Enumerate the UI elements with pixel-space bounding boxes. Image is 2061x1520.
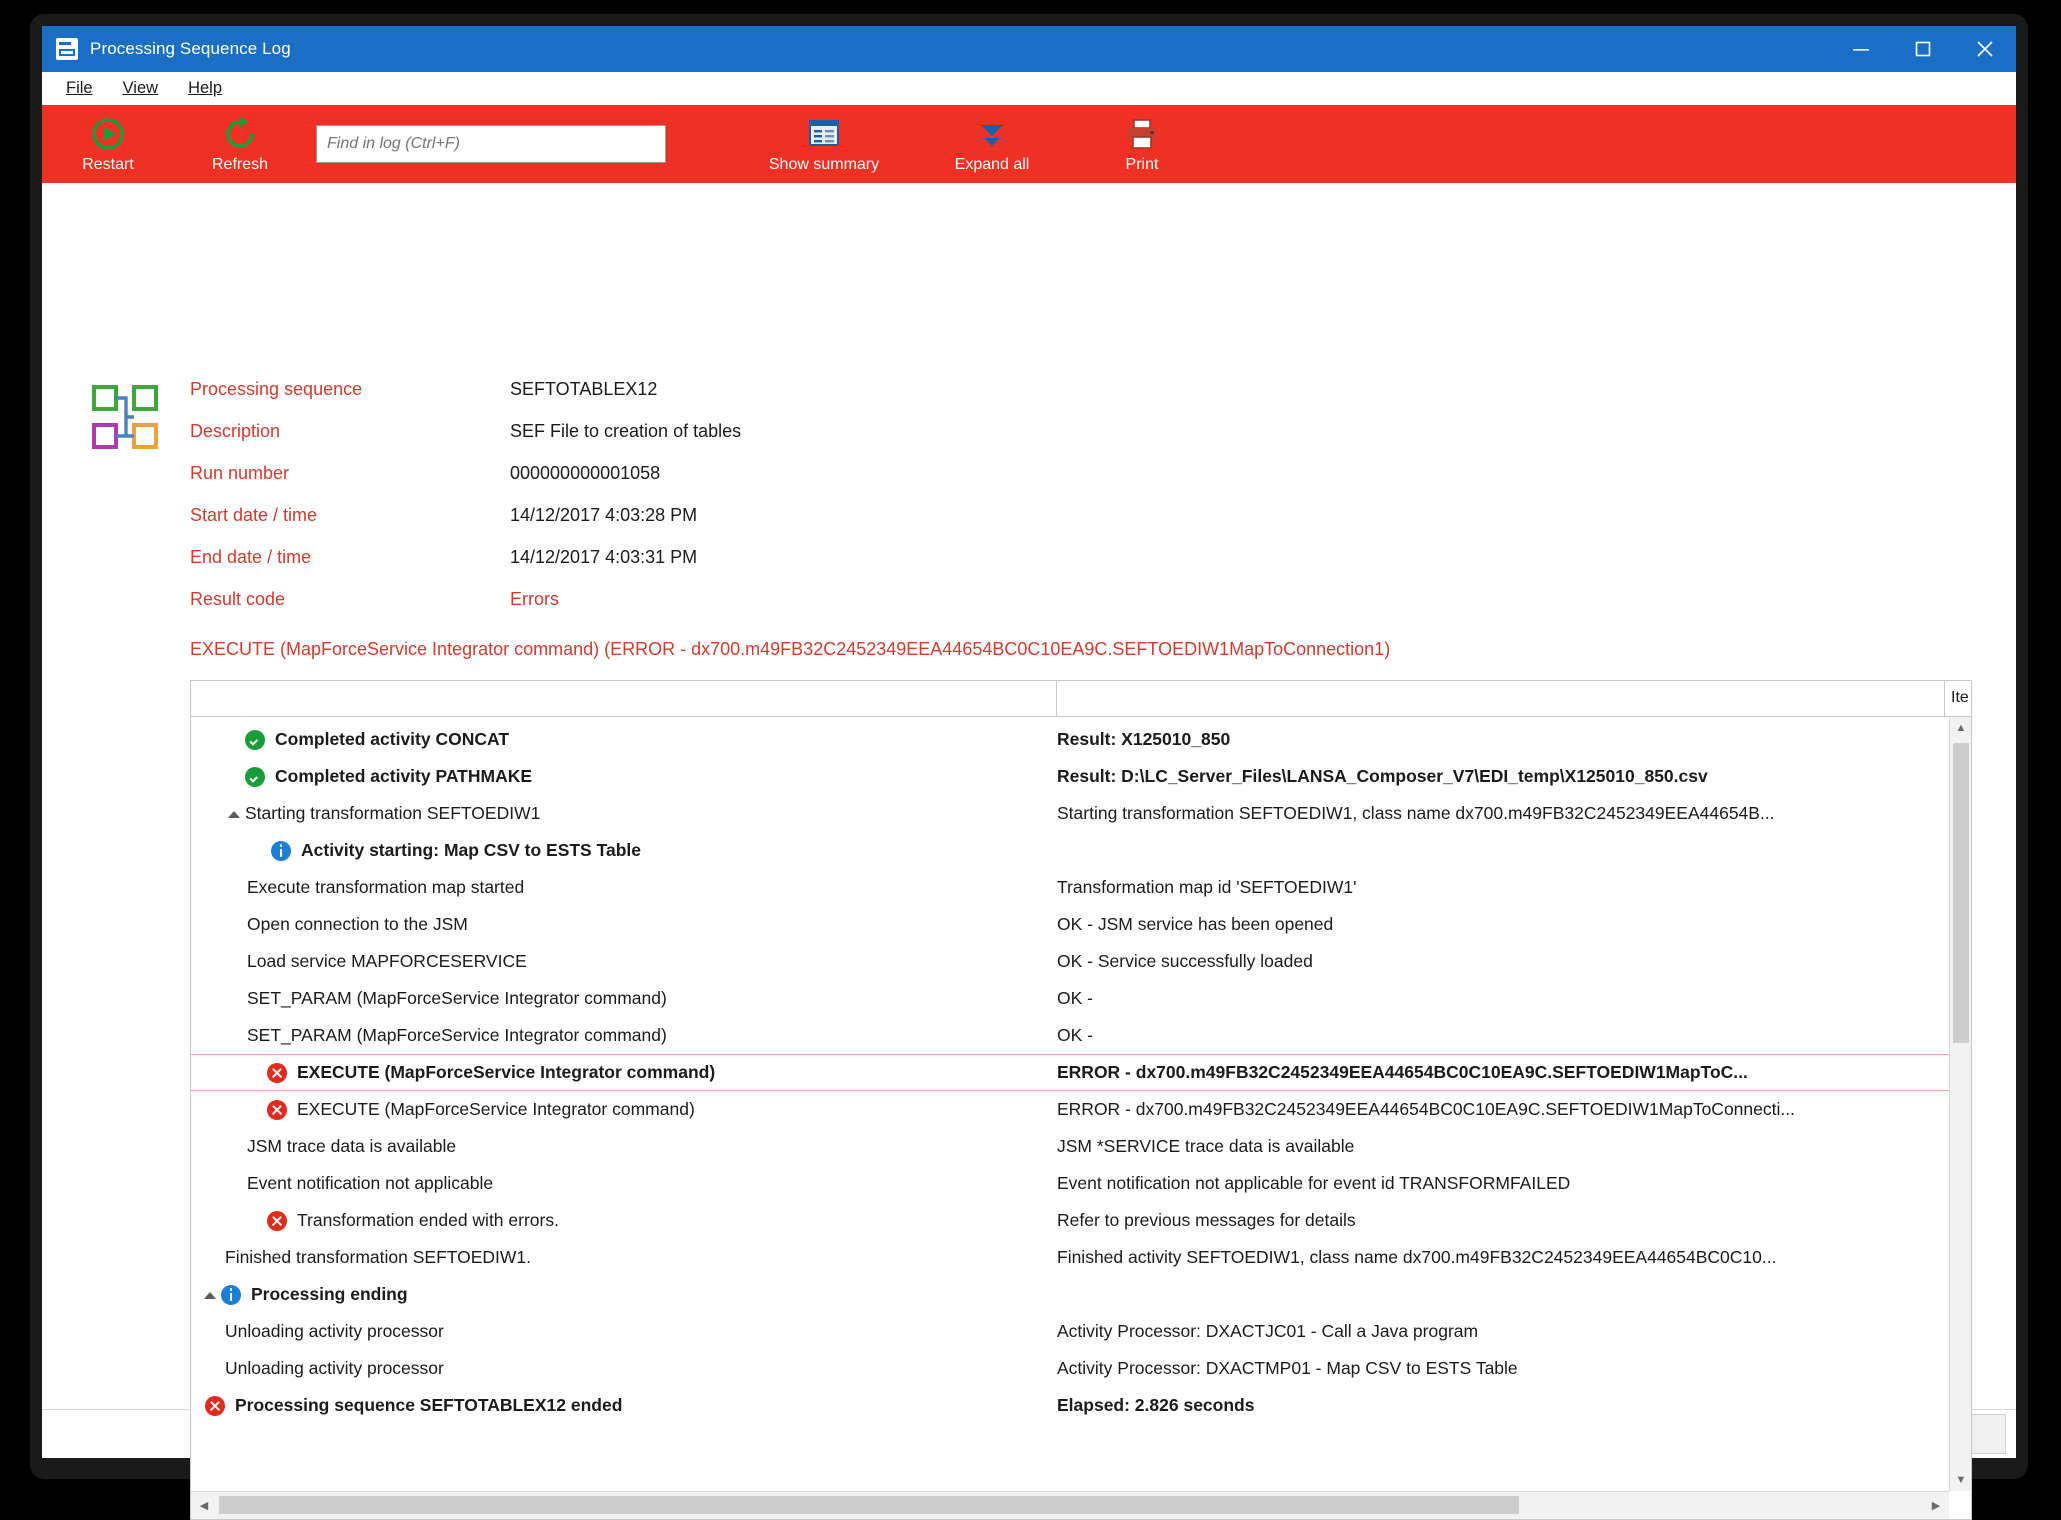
row-message-text: Event notification not applicable: [247, 1173, 494, 1193]
row-message-text: Completed activity PATHMAKE: [275, 766, 533, 786]
row-message-text: EXECUTE (MapForceService Integrator command): [297, 1062, 716, 1082]
info-row: [190, 421, 1890, 463]
column-header-message[interactable]: [191, 681, 1057, 716]
log-grid-header: [191, 681, 1971, 717]
info-label: Result code: [190, 589, 286, 609]
column-header-item[interactable]: Ite: [1951, 689, 1969, 706]
table-row[interactable]: [191, 795, 1949, 832]
row-message-text: Unloading activity processor: [225, 1321, 444, 1341]
expand-all-label: Expand all: [954, 156, 1030, 173]
log-grid: [190, 680, 1972, 1520]
row-detail: Result: X125010_850: [1057, 729, 1231, 749]
result-error-message: EXECUTE (MapForceService Integrator command) (ERROR - dx700.m49FB32C2452349EEA44654BC0C10EA9C.SEFTOEDIW1MapToConnection1): [190, 639, 1391, 659]
table-row[interactable]: [191, 1128, 1949, 1165]
find-input[interactable]: [316, 125, 666, 163]
row-message: [191, 1395, 1057, 1416]
row-detail: Transformation map id 'SEFTOEDIW1': [1057, 877, 1357, 897]
row-detail: Event notification not applicable for event id TRANSFORMFAILED: [1057, 1173, 1571, 1193]
info-label: Start date / time: [190, 505, 318, 525]
find-in-log-wrapper: [316, 125, 666, 163]
row-message-text: Transformation ended with errors.: [297, 1210, 559, 1230]
minimize-button[interactable]: [1830, 26, 1892, 72]
refresh-icon: [221, 114, 259, 154]
status-info-icon: [271, 841, 291, 861]
print-icon: [1124, 114, 1160, 154]
scroll-down-icon[interactable]: ▼: [1955, 1474, 1967, 1486]
summary-icon: [806, 114, 842, 154]
table-row[interactable]: [191, 1202, 1949, 1239]
row-detail: JSM *SERVICE trace data is available: [1057, 1136, 1355, 1156]
row-message: [191, 766, 1057, 787]
row-detail: Activity Processor: DXACTJC01 - Call a Java program: [1057, 1321, 1479, 1341]
status-error-icon: [267, 1211, 287, 1231]
row-detail: OK -: [1057, 1025, 1093, 1045]
row-message-text: Execute transformation map started: [247, 877, 525, 897]
row-message-text: Unloading activity processor: [225, 1358, 444, 1378]
row-message: [191, 1284, 1057, 1305]
menu-view[interactable]: [123, 79, 158, 98]
table-row[interactable]: [191, 1239, 1949, 1276]
table-row[interactable]: [191, 980, 1949, 1017]
scroll-left-icon[interactable]: ◀: [199, 1499, 209, 1512]
info-row: [190, 505, 1890, 547]
info-value: 000000000001058: [510, 463, 661, 483]
table-row[interactable]: [191, 1165, 1949, 1202]
table-row[interactable]: [191, 721, 1949, 758]
vertical-scroll-thumb[interactable]: [1953, 743, 1969, 1043]
processing-sequence-icon: [90, 381, 164, 455]
table-row[interactable]: [191, 943, 1949, 980]
table-row[interactable]: [191, 1276, 1949, 1313]
row-detail: OK - JSM service has been opened: [1057, 914, 1334, 934]
status-ok-icon: [245, 767, 265, 787]
row-message: [191, 1358, 1057, 1379]
row-message: [191, 914, 1057, 935]
row-message-text: Finished transformation SEFTOEDIW1.: [225, 1247, 532, 1267]
horizontal-scroll-thumb[interactable]: [219, 1496, 1519, 1514]
header-info: [190, 379, 1890, 631]
info-value: 14/12/2017 4:03:28 PM: [510, 505, 698, 525]
status-error-icon: [267, 1100, 287, 1120]
row-message: [191, 1173, 1057, 1194]
status-error-icon: [205, 1396, 225, 1416]
info-row: [190, 379, 1890, 421]
menubar: [42, 72, 2016, 105]
table-row[interactable]: [191, 906, 1949, 943]
row-detail: Result: D:\LC_Server_Files\LANSA_Composer_V7\EDI_temp\X125010_850.csv: [1057, 766, 1708, 786]
status-error-icon: [267, 1063, 287, 1083]
row-message-text: Load service MAPFORCESERVICE: [247, 951, 527, 971]
row-detail: OK -: [1057, 988, 1093, 1008]
info-label: Processing sequence: [190, 379, 363, 399]
menu-file[interactable]: [66, 79, 93, 98]
expand-all-button[interactable]: [908, 105, 1076, 183]
grid-horizontal-scrollbar[interactable]: [191, 1491, 1949, 1519]
table-row[interactable]: [191, 1313, 1949, 1350]
table-row[interactable]: [191, 1091, 1949, 1128]
app-icon: [56, 38, 78, 60]
row-message-text: SET_PARAM (MapForceService Integrator command): [247, 1025, 667, 1045]
show-summary-label: Show summary: [768, 156, 880, 173]
restart-icon: [89, 114, 127, 154]
info-label: End date / time: [190, 547, 312, 567]
menu-help-label: Help: [188, 78, 222, 97]
row-message: [191, 803, 1057, 824]
processing-sequence-log-window: [42, 26, 2016, 1512]
print-label: Print: [1125, 156, 1159, 173]
row-message-text: Starting transformation SEFTOEDIW1: [245, 803, 541, 823]
window-titlebar: [42, 26, 2016, 72]
row-detail: Elapsed: 2.826 seconds: [1057, 1395, 1255, 1415]
info-value: SEFTOTABLEX12: [510, 379, 658, 399]
scroll-right-icon[interactable]: ▶: [1931, 1499, 1941, 1512]
row-detail: OK - Service successfully loaded: [1057, 951, 1313, 971]
refresh-label: Refresh: [211, 156, 269, 173]
row-detail: ERROR - dx700.m49FB32C2452349EEA44654BC0C10EA9C.SEFTOEDIW1MapToC...: [1057, 1062, 1748, 1082]
log-content: [42, 183, 2016, 1512]
row-message-text: JSM trace data is available: [247, 1136, 457, 1156]
row-message: [191, 1025, 1057, 1046]
table-row[interactable]: [191, 869, 1949, 906]
menu-view-label: View: [122, 78, 159, 97]
scroll-up-icon[interactable]: ▲: [1955, 722, 1967, 734]
column-header-detail[interactable]: [1057, 681, 1945, 716]
row-message-text: Processing ending: [251, 1284, 408, 1304]
log-rows: [191, 717, 1949, 1424]
info-label: Description: [190, 421, 281, 441]
menu-file-label: File: [66, 78, 93, 97]
row-message: [191, 840, 1057, 861]
show-summary-button[interactable]: [740, 105, 908, 183]
print-button[interactable]: [1076, 105, 1208, 183]
row-message: [191, 1247, 1057, 1268]
window-title: Processing Sequence Log: [90, 39, 291, 58]
info-value: 14/12/2017 4:03:31 PM: [510, 547, 698, 567]
row-message: [191, 1321, 1057, 1342]
grid-vertical-scrollbar[interactable]: [1949, 717, 1971, 1491]
row-message-text: Completed activity CONCAT: [275, 729, 510, 749]
row-message-text: Processing sequence SEFTOTABLEX12 ended: [235, 1395, 623, 1415]
row-message: [191, 729, 1057, 750]
row-message: [191, 1099, 1057, 1120]
status-ok-icon: [245, 730, 265, 750]
row-detail: Activity Processor: DXACTMP01 - Map CSV to ESTS Table: [1057, 1358, 1518, 1378]
row-message: [191, 951, 1057, 972]
row-detail: Finished activity SEFTOEDIW1, class name dx700.m49FB32C2452349EEA44654BC0C10...: [1057, 1247, 1777, 1267]
row-message: [191, 1062, 1057, 1083]
row-message: [191, 877, 1057, 898]
info-value: SEF File to creation of tables: [510, 421, 742, 441]
table-row[interactable]: [191, 832, 1949, 869]
table-row[interactable]: [191, 1387, 1949, 1424]
expand-all-icon: [975, 114, 1009, 154]
row-detail: Starting transformation SEFTOEDIW1, class name dx700.m49FB32C2452349EEA44654B...: [1057, 803, 1775, 823]
row-message-text: SET_PARAM (MapForceService Integrator command): [247, 988, 667, 1008]
table-row[interactable]: [191, 1350, 1949, 1387]
result-code-value: Errors: [510, 589, 559, 609]
chevron-collapse-icon[interactable]: [225, 806, 241, 822]
row-message: [191, 1136, 1057, 1157]
info-row: [190, 463, 1890, 505]
table-row[interactable]: [191, 1017, 1949, 1054]
info-label: Run number: [190, 463, 290, 483]
chevron-collapse-icon[interactable]: [201, 1287, 217, 1303]
info-row: [190, 547, 1890, 589]
status-info-icon: [221, 1285, 241, 1305]
refresh-button[interactable]: [174, 105, 306, 183]
log-rows-viewport: [191, 717, 1971, 1491]
restart-button[interactable]: [42, 105, 174, 183]
table-row[interactable]: [191, 758, 1949, 795]
restart-label: Restart: [82, 156, 134, 173]
row-message: [191, 1210, 1057, 1231]
row-detail: ERROR - dx700.m49FB32C2452349EEA44654BC0C10EA9C.SEFTOEDIW1MapToConnecti...: [1057, 1099, 1795, 1119]
close-button[interactable]: [1954, 26, 2016, 72]
maximize-button[interactable]: [1892, 26, 1954, 72]
row-message: [191, 988, 1057, 1009]
row-message-text: Open connection to the JSM: [247, 914, 468, 934]
table-row-selected[interactable]: [191, 1054, 1949, 1091]
row-detail: Refer to previous messages for details: [1057, 1210, 1356, 1230]
menu-help[interactable]: [188, 79, 222, 98]
info-row: [190, 589, 1890, 631]
row-message-text: EXECUTE (MapForceService Integrator command): [297, 1099, 695, 1119]
toolbar: [42, 105, 2016, 183]
row-message-text: Activity starting: Map CSV to ESTS Table: [301, 840, 642, 860]
